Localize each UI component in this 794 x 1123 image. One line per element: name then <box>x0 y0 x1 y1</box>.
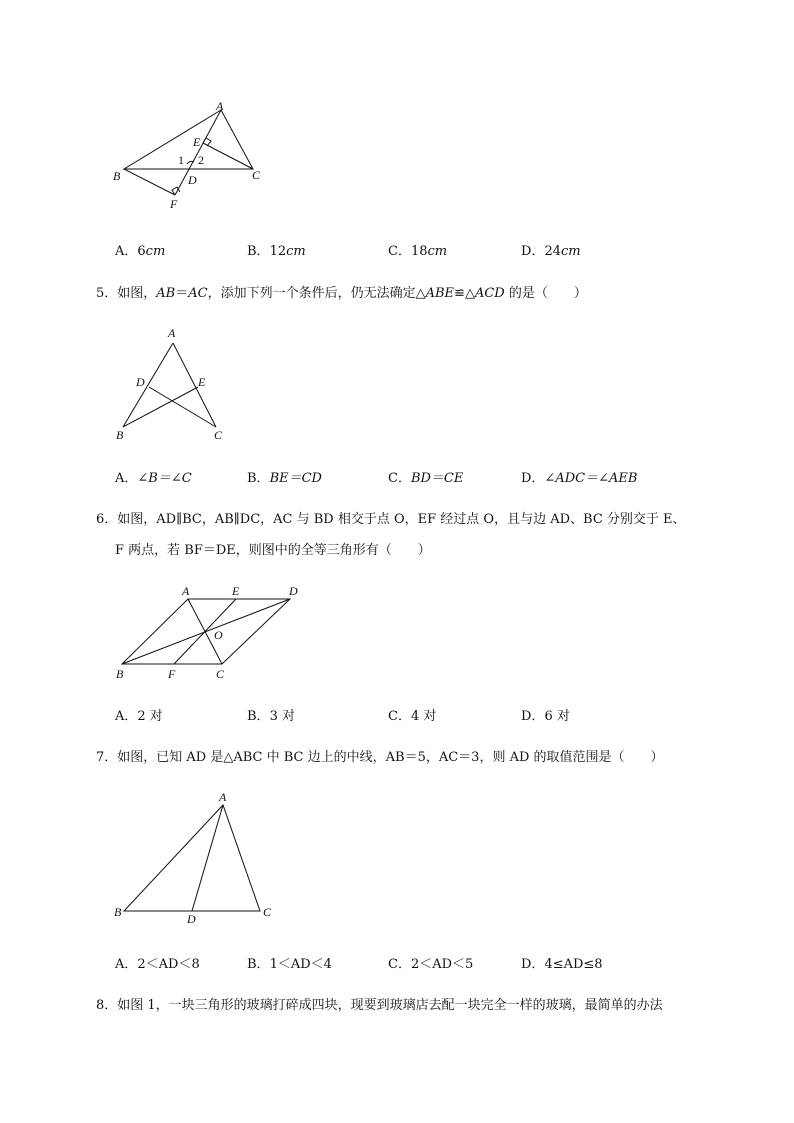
q4-angle-label-1: 1 <box>178 153 184 167</box>
q6-stem-line2 <box>115 537 431 565</box>
q5-text-8: 的是（ ） <box>504 286 587 301</box>
q5-text-7: ACD <box>474 286 505 301</box>
q7-option-d[interactable] <box>521 953 603 972</box>
q5-option-a-letter: A． <box>115 471 138 486</box>
q4-option-b-letter: B． <box>247 244 270 259</box>
q6-diagonal-bd <box>122 599 290 664</box>
q5-option-b-letter: B． <box>247 471 270 486</box>
q4-option-c-letter: C． <box>388 244 411 259</box>
q4-option-c-unit: cm <box>427 244 448 259</box>
q6-label-f: F <box>168 667 176 681</box>
q7-label-c: C <box>263 905 272 919</box>
q6-text-line2: F 两点，若 BF＝DE，则图中的全等三角形有（ ） <box>115 543 431 558</box>
q4-option-d[interactable] <box>521 240 581 259</box>
q6-option-d-letter: D． <box>521 709 545 724</box>
q5-text-2: ＝ <box>175 286 189 301</box>
q5-text-4: ，添加下列一个条件后，仍无法确定△ <box>207 286 426 301</box>
q5-option-b-text: BE＝CD <box>269 471 322 486</box>
q6-option-b-text: 3 对 <box>269 709 295 724</box>
q8-stem <box>96 992 663 1020</box>
q5-option-b[interactable] <box>247 467 322 486</box>
q5-line-ab <box>123 343 173 427</box>
q5-option-d[interactable] <box>521 467 637 486</box>
q5-option-c[interactable] <box>388 467 463 486</box>
q4-option-d-value: 24 <box>544 244 561 259</box>
q4-option-d-letter: D． <box>521 244 545 259</box>
q8-number: 8． <box>96 998 118 1013</box>
q7-option-b-letter: B． <box>247 957 270 972</box>
q4-label-b: B <box>113 169 121 183</box>
q4-option-a-value: 6 <box>137 244 146 259</box>
q5-figure <box>110 325 240 445</box>
q5-option-a-text: ∠B＝∠C <box>137 471 192 486</box>
q5-text-0: 如图， <box>117 286 157 301</box>
q6-figure <box>110 580 310 685</box>
q4-label-c: C <box>252 168 261 182</box>
q6-option-b-letter: B． <box>247 709 270 724</box>
q7-option-c-text: 2＜AD＜5 <box>410 957 474 972</box>
q7-label-b: B <box>114 905 122 919</box>
q6-label-a: A <box>182 584 190 598</box>
q7-number: 7． <box>96 750 118 765</box>
q4-line-bf <box>124 169 175 195</box>
q7-option-b-text: 1＜AD＜4 <box>269 957 332 972</box>
q6-option-c-text: 4 对 <box>410 709 437 724</box>
q6-label-d: D <box>289 584 298 598</box>
q8-text: 如图 1，一块三角形的玻璃打碎成四块，现要到玻璃店去配一块完全一样的玻璃，最简单的办法 <box>117 998 663 1013</box>
q7-option-d-letter: D． <box>521 957 545 972</box>
q5-label-d: D <box>136 375 145 389</box>
q7-figure <box>110 790 290 930</box>
q4-angle-label-2: 2 <box>198 153 204 167</box>
q5-option-d-letter: D． <box>521 471 545 486</box>
q7-option-c[interactable] <box>388 953 473 972</box>
q7-triangle-abc <box>124 805 260 911</box>
q6-label-c: C <box>216 667 225 681</box>
q6-number: 6． <box>96 512 118 527</box>
q5-text-5: ABE <box>425 286 455 301</box>
q5-stem <box>96 280 587 308</box>
q7-label-a: A <box>219 790 227 804</box>
q5-option-c-letter: C． <box>388 471 411 486</box>
q6-option-a[interactable] <box>115 705 163 724</box>
q4-figure <box>110 98 280 213</box>
q5-label-b: B <box>116 428 124 442</box>
q6-line-ef <box>174 599 236 664</box>
q5-option-a[interactable] <box>115 467 192 486</box>
q7-option-d-text: 4≤AD≤8 <box>544 957 603 972</box>
q4-label-d: D <box>188 173 197 187</box>
q7-text: 如图，已知 AD 是△ABC 中 BC 边上的中线，AB＝5，AC＝3，则 AD 的取值范围是（ ） <box>117 750 664 765</box>
q4-option-a[interactable] <box>115 240 165 259</box>
q6-label-o: O <box>214 628 223 642</box>
q7-option-c-letter: C． <box>388 957 411 972</box>
q4-label-e: E <box>193 135 201 149</box>
q7-option-a[interactable] <box>115 953 200 972</box>
q5-option-c-text: BD＝CE <box>410 471 464 486</box>
q5-text-1: AB <box>156 286 176 301</box>
q4-option-c[interactable] <box>388 240 447 259</box>
q6-option-c[interactable] <box>388 705 436 724</box>
q6-option-a-letter: A． <box>115 709 138 724</box>
q5-line-be <box>123 387 198 427</box>
q6-option-c-letter: C． <box>388 709 411 724</box>
q4-option-c-value: 18 <box>410 244 428 259</box>
q4-option-b[interactable] <box>247 240 306 259</box>
q4-option-b-value: 12 <box>269 244 287 259</box>
q5-option-d-text: ∠ADC＝∠AEB <box>544 471 638 486</box>
q7-option-a-letter: A． <box>115 957 138 972</box>
q6-option-d-text: 6 对 <box>544 709 570 724</box>
q5-label-c: C <box>214 428 223 442</box>
q6-label-e: E <box>232 584 240 598</box>
q6-option-d[interactable] <box>521 705 570 724</box>
q4-option-d-unit: cm <box>560 244 581 259</box>
q6-option-a-text: 2 对 <box>137 709 163 724</box>
q4-option-a-unit: cm <box>145 244 166 259</box>
q5-label-a: A <box>168 326 176 340</box>
q4-label-f: F <box>170 197 178 211</box>
q5-number: 5． <box>96 286 118 301</box>
q5-text-6: ≌△ <box>454 286 475 301</box>
q6-stem-line1 <box>96 506 686 534</box>
q6-label-b: B <box>116 667 124 681</box>
q4-option-b-unit: cm <box>286 244 306 259</box>
q7-option-b[interactable] <box>247 953 332 972</box>
q7-label-d: D <box>187 912 196 926</box>
q6-option-b[interactable] <box>247 705 295 724</box>
q7-option-a-text: 2＜AD＜8 <box>137 957 200 972</box>
q7-stem <box>96 744 664 772</box>
q4-label-a: A <box>216 99 224 113</box>
q4-option-a-letter: A． <box>115 244 138 259</box>
q5-label-e: E <box>198 375 206 389</box>
q5-text-3: AC <box>188 286 208 301</box>
q6-text-line1: 如图，AD∥BC，AB∥DC，AC 与 BD 相交于点 O，EF 经过点 O，且与边 AD、BC 分别交于 E、 <box>117 512 686 527</box>
q4-triangle-abc <box>124 110 253 169</box>
